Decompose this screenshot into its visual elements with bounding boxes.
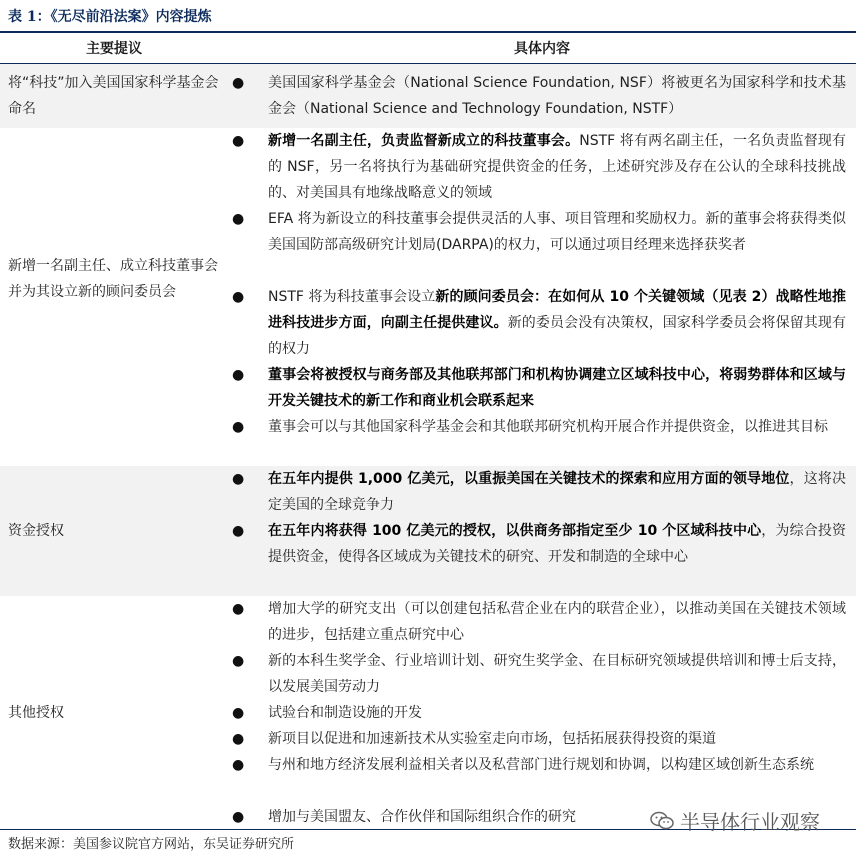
wechat-icon — [650, 811, 674, 831]
list-item: ● 董事会可以与其他国家科学基金会和其他联邦研究机构开展合作并提供资金，以推进其目标 — [232, 414, 846, 440]
header-topic: 主要提议 — [86, 41, 142, 57]
header-content: 具体内容 — [514, 41, 570, 57]
row-topic: 资金授权 — [8, 523, 64, 539]
list-item: ● 在五年内将获得 100 亿美元的授权，以供商务部指定至少 10 个区域科技中心，为综合投资提供资金，使得各区域成为关键技术的研究、开发和制造的全球中心 — [232, 518, 846, 570]
list-item: ● 新增一名副主任，负责监督新成立的科技董事会。NSTF 将有两名副主任，一名负责监督现有的 NSF，另一名将执行为基础研究提供资金的任务，上述研究涉及存在公认的全球科技挑战的、对美国具有地缘战略意义的领域 — [232, 128, 846, 206]
table-row — [0, 596, 856, 829]
list-item: ● 美国国家科学基金会（National Science Foundation, NSF）将被更名为国家科学和技术基金会（National Science and Technology Foundation, NSTF） — [232, 70, 846, 122]
source-note: 数据来源：美国参议院官方网站，东吴证券研究所 — [8, 837, 295, 852]
list-item: ● 试验台和制造设施的开发 — [232, 700, 846, 726]
bullet-icon: ● — [232, 471, 245, 487]
bullet-icon: ● — [232, 601, 245, 617]
list-item: ● NSTF 将为科技董事会设立新的顾问委员会：在如何从 10 个关键领域（见表 2）战略性地推进科技进步方面，向副主任提供建议。新的委员会没有决策权，国家科学委员会将保留其现有的权力 — [232, 284, 846, 362]
bullet-icon: ● — [232, 731, 245, 747]
row-topic: 将“科技”加入美国国家科学基金会命名 — [8, 75, 219, 117]
list-item: ● 新的本科生奖学金、行业培训计划、研究生奖学金、在目标研究领域提供培训和博士后支持，以发展美国劳动力 — [232, 648, 846, 700]
list-item: ● 在五年内提供 1,000 亿美元，以重振美国在关键技术的探索和应用方面的领导地位，这将决定美国的全球竞争力 — [232, 466, 846, 518]
bullet-icon: ● — [232, 809, 245, 825]
bullet-icon: ● — [232, 757, 245, 773]
bullet-icon: ● — [232, 705, 245, 721]
table-row — [0, 466, 856, 596]
bullet-icon: ● — [232, 523, 245, 539]
watermark — [650, 806, 820, 835]
bullet-icon: ● — [232, 211, 245, 227]
bullet-icon: ● — [232, 367, 245, 383]
watermark-text: 半导体行业观察 — [680, 810, 820, 834]
bullet-icon: ● — [232, 653, 245, 669]
list-item: ● 与州和地方经济发展利益相关者以及私营部门进行规划和协调，以构建区域创新生态系统 — [232, 752, 846, 778]
table-row — [0, 64, 856, 128]
bullet-icon: ● — [232, 289, 245, 305]
list-item: ● 董事会将被授权与商务部及其他联邦部门和机构协调建立区域科技中心，将弱势群体和区域与开发关键技术的新工作和商业机会联系起来 — [232, 362, 846, 414]
bullet-icon: ● — [232, 419, 245, 435]
row-topic: 新增一名副主任、成立科技董事会并为其设立新的顾问委员会 — [8, 258, 218, 300]
list-item: ● EFA 将为新设立的科技董事会提供灵活的人事、项目管理和奖励权力。新的董事会将获得类似美国国防部高级研究计划局(DARPA)的权力，可以通过项目经理来选择获奖者 — [232, 206, 846, 258]
bullet-icon: ● — [232, 133, 245, 149]
list-item: ● 增加大学的研究支出（可以创建包括私营企业在内的联营企业），以推动美国在关键技术领域的进步，包括建立重点研究中心 — [232, 596, 846, 648]
list-item: ● 新项目以促进和加速新技术从实验室走向市场，包括拓展获得投资的渠道 — [232, 726, 846, 752]
row-topic: 其他授权 — [8, 705, 64, 721]
table-header — [0, 33, 856, 63]
table-row — [0, 128, 856, 466]
table-title: 表 1：《无尽前沿法案》内容提炼 — [8, 9, 212, 25]
list-item: ● 增加与美国盟友、合作伙伴和国际组织合作的研究 — [232, 804, 846, 830]
bullet-icon: ● — [232, 75, 245, 91]
